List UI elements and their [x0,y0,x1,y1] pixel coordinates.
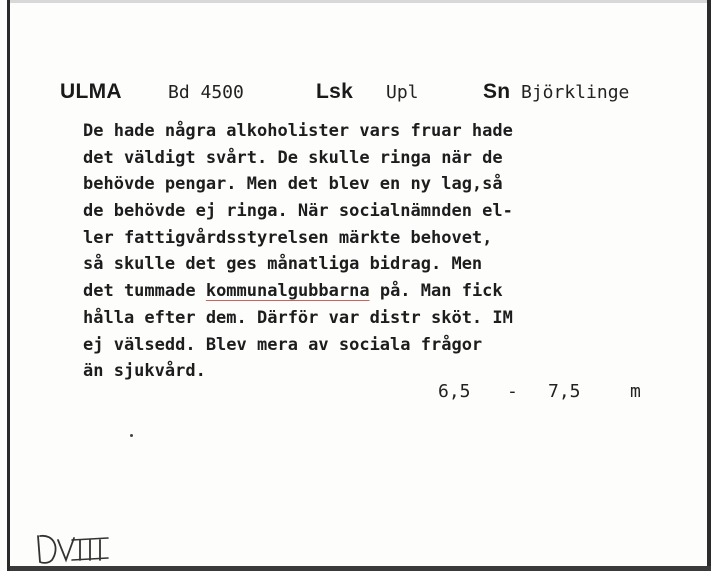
body-line-7-prefix: det tummade [83,281,206,302]
body-line-2: det väldigt svårt. De skulle ringa när de [83,147,503,168]
province-value: Upl [386,82,419,103]
card-bottom-edge [10,566,711,571]
body-line-5: ler fattigvårdsstyrelsen märkte behovet, [83,227,493,248]
place-label: ULMA [60,80,122,103]
parish-label: Sn [483,80,511,103]
parish-value: Björklinge [521,82,630,103]
body-line-6: så skulle det ges månatliga bidrag. Men [83,254,483,275]
province-label: Lsk [316,80,354,103]
body-line-7-underlined-word: kommunalgubbarna [205,281,370,302]
card-header [0,78,711,110]
measurement-unit: m [630,381,641,402]
ink-dot [130,434,133,437]
body-line-8: hålla efter dem. Därför var distr sköt. IM [83,307,513,328]
measurement-to: 7,5 [548,381,581,402]
handwritten-signature [34,528,114,568]
body-line-7-suffix: på. Man fick [369,281,503,302]
card-top-edge [10,0,711,3]
place-code: Bd 4500 [168,82,244,103]
body-line-9: ej välsedd. Blev mera av sociala frågor [83,334,483,355]
body-line-4: de behövde ej ringa. När socialnämnden el- [83,201,513,222]
measurement-dash: - [507,381,518,402]
card-body-text [83,118,683,385]
body-line-7 [83,278,683,305]
measurement-from: 6,5 [438,381,471,402]
body-line-1: De hade några alkoholister vars fruar hade [83,121,513,141]
body-line-3: behövde pengar. Men det blev en ny lag,så [83,174,503,195]
body-line-10: än sjukvård. [83,361,206,382]
